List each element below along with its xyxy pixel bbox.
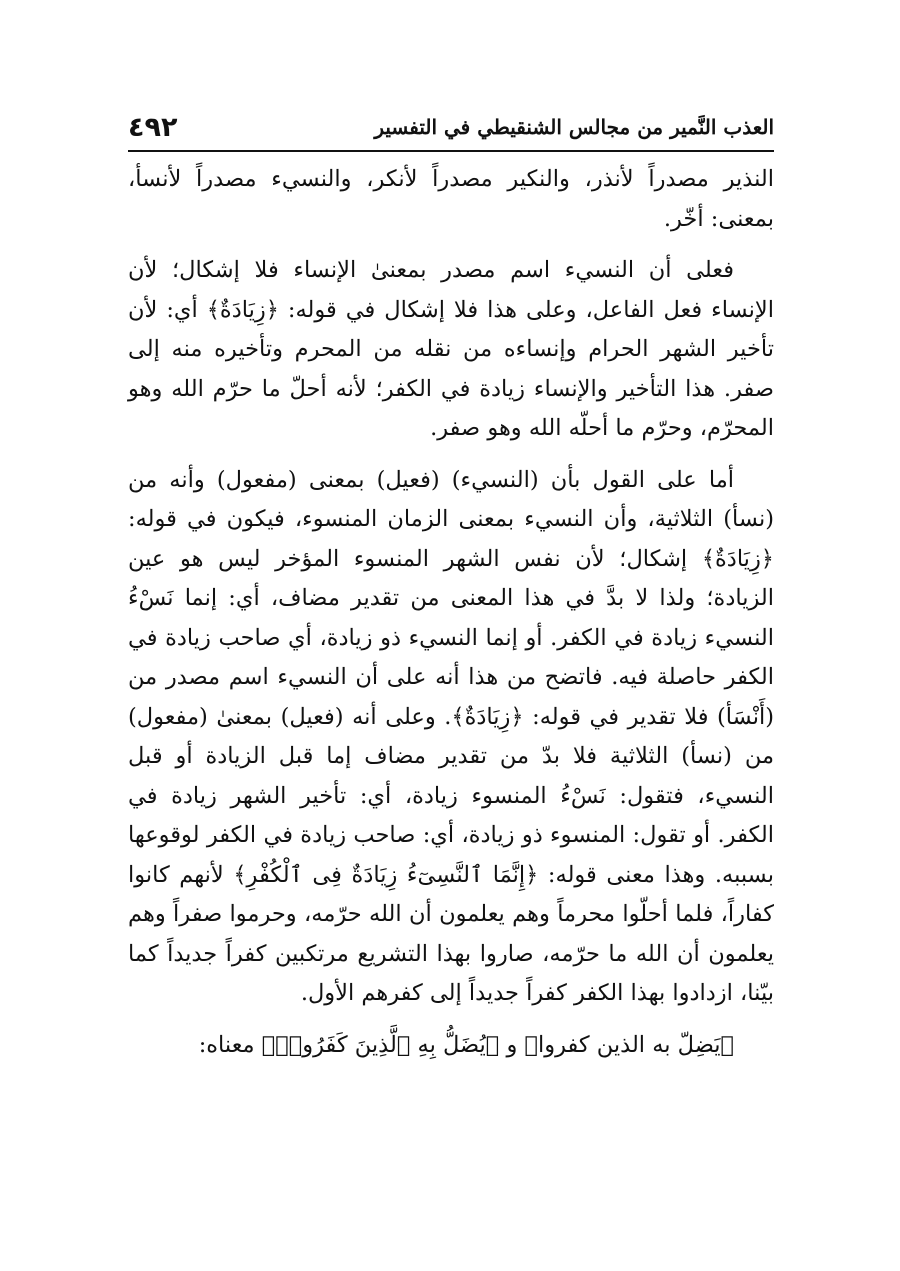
running-title: العذب النَّمير من مجالس الشنقيطي في التفسير (374, 115, 774, 139)
paragraph-4: ﴿يَضِلّ به الذين كفروا﴾ و ﴿يُضَلُّ بِهِ ٱلَّذِينَ كَفَرُوا۟﴾ معناه: (198, 1031, 734, 1058)
page-body (128, 160, 774, 1077)
page-number: ٤٩٢ (128, 111, 178, 143)
paragraph-3: أما على القول بأن (النسيء) (فعيل) بمعنى (مفعول) وأنه من (نسأ) الثلاثية، وأن النسيء بمعنى الزمان المنسوء، فيكون في قوله: ﴿زِيَادَةٌ﴾ إشكال؛ لأن نفس الشهر المنسوء المؤخر ليس هو عين الزيادة؛ ولذا لا بدَّ في هذا المعنى من تقدير مضاف، أي: إنما نَسْءُ النسيء زيادة في الكفر. أو إنما النسيء ذو زيادة، أي صاحب زيادة في الكفر حاصلة فيه. فاتضح من هذا أنه على أن النسيء اسم مصدر من (أَنْسَأ) فلا تقدير في قوله: ﴿زِيَادَةٌ﴾. وعلى أنه (فعيل) بمعنىٰ (مفعول) من (نسأ) الثلاثية فلا بدّ من تقدير مضاف إما قبل الزيادة أو قبل النسيء، فتقول: نَسْءُ المنسوء زيادة، أي: تأخير الشهر زيادة في الكفر. أو تقول: المنسوء ذو زيادة، أي: صاحب زيادة في الكفر لوقوعها بسببه. وهذا معنى قوله: ﴿إِنَّمَا ٱلنَّسِىٓءُ زِيَادَةٌ فِى ٱلْكُفْرِ﴾ لأنهم كانوا كفاراً، فلما أحلّوا محرماً وهم يعلمون أن الله حرّمه، وحرموا صفراً وهم يعلمون أن الله ما حرّمه، صاروا بهذا التشريع مرتكبين كفراً جديداً كما بيّنا، ازدادوا بهذا الكفر كفراً جديداً إلى كفرهم الأول. (128, 466, 774, 1006)
page-header (128, 104, 774, 152)
paragraph-2: فعلى أن النسيء اسم مصدر بمعنىٰ الإنساء فلا إشكال؛ لأن الإنساء فعل الفاعل، وعلى هذا فلا إشكال في قوله: ﴿زِيَادَةٌ﴾ أي: لأن تأخير الشهر الحرام وإنساءه من نقله من المحرم وتأخيره منه إلى صفر. هذا التأخير والإنساء زيادة في الكفر؛ لأنه أحلّ ما حرّم الله وهو المحرّم، وحرّم ما أحلّه الله وهو صفر. (128, 257, 774, 441)
paragraph-1: النذير مصدراً لأنذر، والنكير مصدراً لأنكر، والنسيء مصدراً لأنسأ، بمعنى: أخّر. (128, 166, 774, 232)
